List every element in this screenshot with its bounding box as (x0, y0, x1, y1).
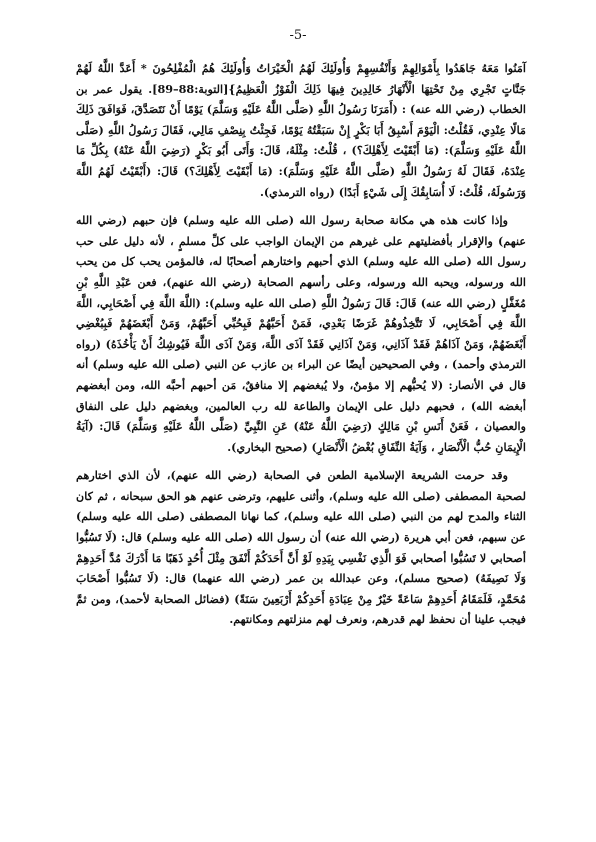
document-body (76, 58, 526, 634)
paragraph-love-of-companions: وإذا كانت هذه هي مكانة صحابة رسول الله (صلى الله عليه وسلم) فإن حبهم (رضي الله عنهم) والإقرار بأفضليتهم على غيرهم من الإيمان الواجب على كلِّ مسلمٍ ، لأنه دليل على حب رسول الله (صلى الله عليه وسلم) الذي أحبهم واختارهم أصحابًا له، فالمؤمن يحب كل من يحب الله ورسوله، ويحبه الله ورسوله، وعلى رأسهم الصحابة (رضي الله عنهم)، فعن عَبْدِ اللَّهِ بْنِ مُغَفَّلٍ (رضي الله عنه) قَالَ: قَالَ رَسُولُ اللَّهِ (صلى الله عليه وسلم): (اللَّهَ اللَّهَ فِي أَصْحَابِي، اللَّهَ اللَّهَ فِي أَصْحَابِي، لَا تَتَّخِذُوهُمْ غَرَضًا بَعْدِي، فَمَنْ أَحَبَّهُمْ فَبِحُبِّي أَحَبَّهُمْ، وَمَنْ أَبْغَضَهُمْ فَبِبُغْضِي أَبْغَضَهُمْ، وَمَنْ آذَاهُمْ فَقَدْ آذَانِي، وَمَنْ آذَانِي فَقَدْ آذَى اللَّهَ، وَمَنْ آذَى اللَّهَ فَيُوشِكُ أَنْ يَأْخُذَهُ) (رواه الترمذي وأحمد) ، وفي الصحيحين أيضًا عن البراء بن عازب عن النبي (صلى الله عليه وسلم) أنه قال في الأنصار: (لا يُحبُّهم إلا مؤمنٌ، ولا يُبغضهم إلا منافقٌ، مَن أحبهم أحبَّه الله، ومن أبغضهم أبغضه الله) ، فحبهم دليل على الإيمان والطاعة لله رب العالمين، وبغضهم دليل على النفاق والعصيان ، فَعَنْ أَنَسِ بْنِ مَالِكٍ (رَضِيَ اللَّهُ عَنْهُ) عَنِ النَّبِيِّ (صَلَّى اللَّهُ عَلَيْهِ وَسَلَّمَ) قَالَ: (آيَةُ الْإِيمَانِ حُبُّ الْأَنْصَارِ ، وَآيَةُ النِّفَاقِ بُغْضُ الْأَنْصَارِ) (صحيح البخاري). (76, 213, 526, 454)
paragraph-verse-and-umar-hadith: آمَنُوا مَعَهُ جَاهَدُوا بِأَمْوَالِهِمْ وَأَنْفُسِهِمْ وَأُولَئِكَ لَهُمُ الْخَيْرَاتُ وَأُولَئِكَ هُمُ الْمُفْلِحُونَ * أَعَدَّ اللَّهُ لَهُمْ جَنَّاتٍ تَجْرِي مِنْ تَحْتِهَا الْأَنْهَارُ خَالِدِينَ فِيهَا ذَلِكَ الْفَوْزُ الْعَظِيمُ}[التوبة:88–89]. يقول عمر بن الخطاب (رضي الله عنه) : (أَمَرَنَا رَسُولُ اللَّهِ (صَلَّى اللَّهُ عَلَيْهِ وَسَلَّمَ) يَوْمًا أَنْ نَتَصَدَّقَ، فَوَافَقَ ذَلِكَ مَالًا عِنْدِي، فَقُلْتُ: الْيَوْمَ أَسْبِقُ أَبَا بَكْرٍ إِنْ سَبَقْتُهُ يَوْمًا، فَجِئْتُ بِنِصْفِ مَالِي، فَقَالَ رَسُولُ اللَّهِ (صَلَّى اللَّهُ عَلَيْهِ وَسَلَّمَ): (مَا أَبْقَيْتَ لِأَهْلِكَ؟) ، قُلْتُ: مِثْلَهُ، قَالَ: وَأَتَى أَبُو بَكْرٍ (رَضِيَ اللَّهُ عَنْهُ) بِكُلِّ مَا عِنْدَهُ، فَقَالَ لَهُ رَسُولُ اللَّهِ (صَلَّى اللَّهُ عَلَيْهِ وَسَلَّمَ): (مَا أَبْقَيْتَ لِأَهْلِكَ؟) قَالَ: (أَبْقَيْتُ لَهُمُ اللَّهَ وَرَسُولَهُ، قُلْتُ: لَا أُسَابِقُكَ إِلَى شَيْءٍ أَبَدًا) (رواه الترمذي). (76, 61, 526, 199)
paragraph-prohibition-of-reviling: وقد حرمت الشريعة الإسلامية الطعن في الصحابة (رضي الله عنهم)، لأن الذي اختارهم لصحبة المصطفى (صلى الله عليه وسلم)، وأثنى عليهم، وترضى عنهم هو الحق سبحانه ، ثم كان الثناء والمدح لهم من النبي (صلى الله عليه وسلم)، كما نهانا المصطفى (صلى الله عليه وسلم) عن سبهم، فعن أبي هريرة (رضي الله عنه) أن رسول الله (صلى الله عليه وسلم) قال: (لَا تَسُبُّوا أصحابي لا تَسُبُّوا أصحابي فَوَ الَّذِي نَفْسِي بِيَدِهِ لَوْ أَنَّ أَحَدَكُمْ أَنْفَقَ مِثْلَ أُحُدٍ ذَهَبًا مَا أَدْرَكَ مُدَّ أَحَدِهِمْ وَلَا نَصِيفَهُ) (صحيح مسلم)، وعن عبدالله بن عمر (رضي الله عنهما) قال: (لَا تَسُبُّوا أَصْحَابَ مُحَمَّدٍ، فَلَمَقَامُ أَحَدِهِمْ سَاعَةً خَيْرٌ مِنْ عِبَادَةِ أَحَدِكُمْ أَرْبَعِينَ سَنَةً) (فضائل الصحابة لأحمد)، ومن ثمَّ فيجب علينا أن نحفظ لهم قدرهم، ونعرف لهم منزلتهم ومكانتهم. (76, 468, 526, 627)
page-number: -5- (289, 28, 307, 43)
